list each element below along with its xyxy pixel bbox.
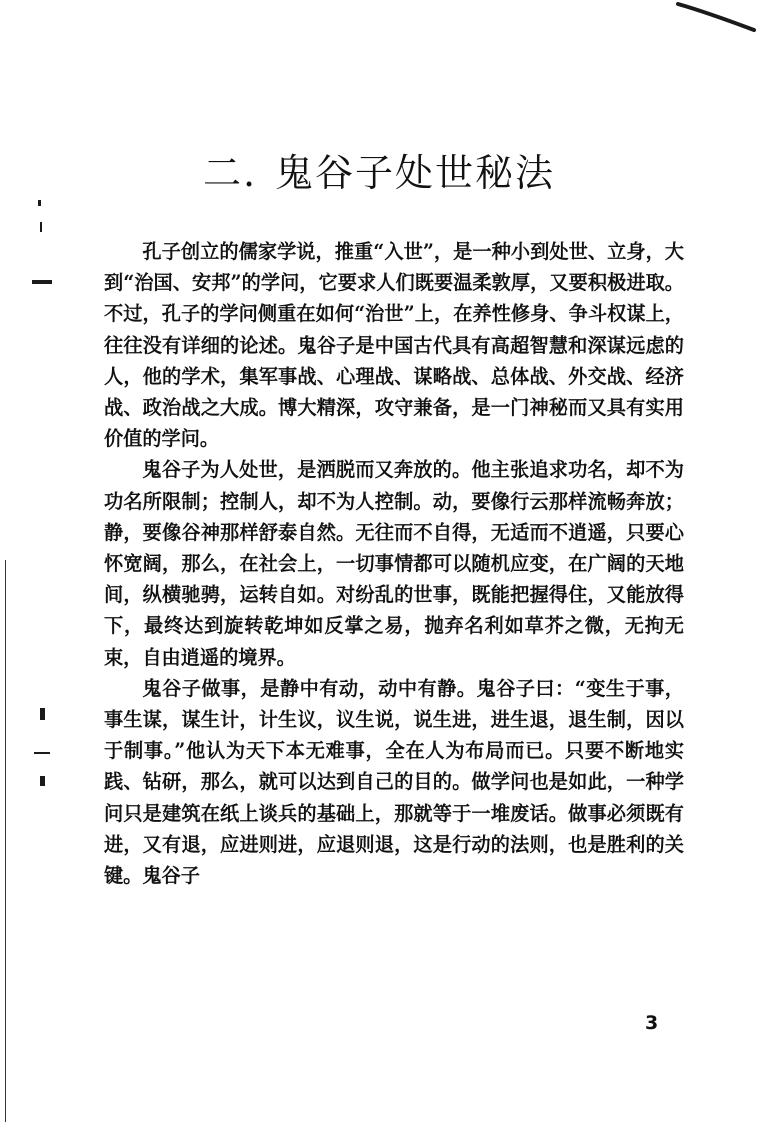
chapter-title-text: 鬼谷子处世秘法 xyxy=(275,151,556,195)
scan-artifact-left-dot-3 xyxy=(40,708,45,720)
body-text xyxy=(104,236,684,891)
scan-artifact-top-right xyxy=(676,0,758,34)
chapter-title xyxy=(0,142,758,197)
scan-artifact-left-dot-1 xyxy=(38,200,41,206)
scan-artifact-left-dash-2 xyxy=(34,752,50,754)
chapter-number: 二. xyxy=(202,151,258,195)
scan-artifact-left-rule xyxy=(5,560,6,1122)
scan-artifact-left-dot-4 xyxy=(40,776,45,786)
paragraph-1: 孔子创立的儒家学说，推重“入世”，是一种小到处世、立身，大到“治国、安邦”的学问，它要求人们既要温柔敦厚，又要积极进取。不过，孔子的学问侧重在如何“治世”上，在养性修身、争斗权谋上，往往没有详细的论述。鬼谷子是中国古代具有高超智慧和深谋远虑的人，他的学术，集军事战、心理战、谋略战、总体战、外交战、经济战、政治战之大成。博大精深，攻守兼备，是一门神秘而又具有实用价值的学问。 xyxy=(104,240,684,451)
paragraph-3: 鬼谷子做事，是静中有动，动中有静。鬼谷子曰：“变生于事，事生谋，谋生计，计生议，议生说，说生进，进生退，退生制，因以于制事。”他认为天下本无难事，全在人为布局而已。只要不断地实践、钻研，那么，就可以达到自己的目的。做学问也是如此，一种学问只是建筑在纸上谈兵的基础上，那就等于一堆废话。做事必须既有进，又有退，应进则进，应退则退，这是行动的法则，也是胜利的关键。鬼谷子 xyxy=(104,676,684,888)
paragraph-2: 鬼谷子为人处世，是洒脱而又奔放的。他主张追求功名，却不为功名所限制；控制人，却不为人控制。动，要像行云那样流畅奔放；静，要像谷神那样舒泰自然。无往而不自得，无适而不逍遥，只要心怀宽阔，那么，在社会上，一切事情都可以随机应变，在广阔的天地间，纵横驰骋，运转自如。对纷乱的世事，既能把握得住，又能放得下，最终达到旋转乾坤如反掌之易，抛弃名利如草芥之微，无拘无束，自由逍遥的境界。 xyxy=(104,458,684,669)
scan-artifact-left-dot-2 xyxy=(40,222,42,232)
page-number: 3 xyxy=(645,1012,659,1034)
scan-artifact-left-dash xyxy=(32,280,52,284)
